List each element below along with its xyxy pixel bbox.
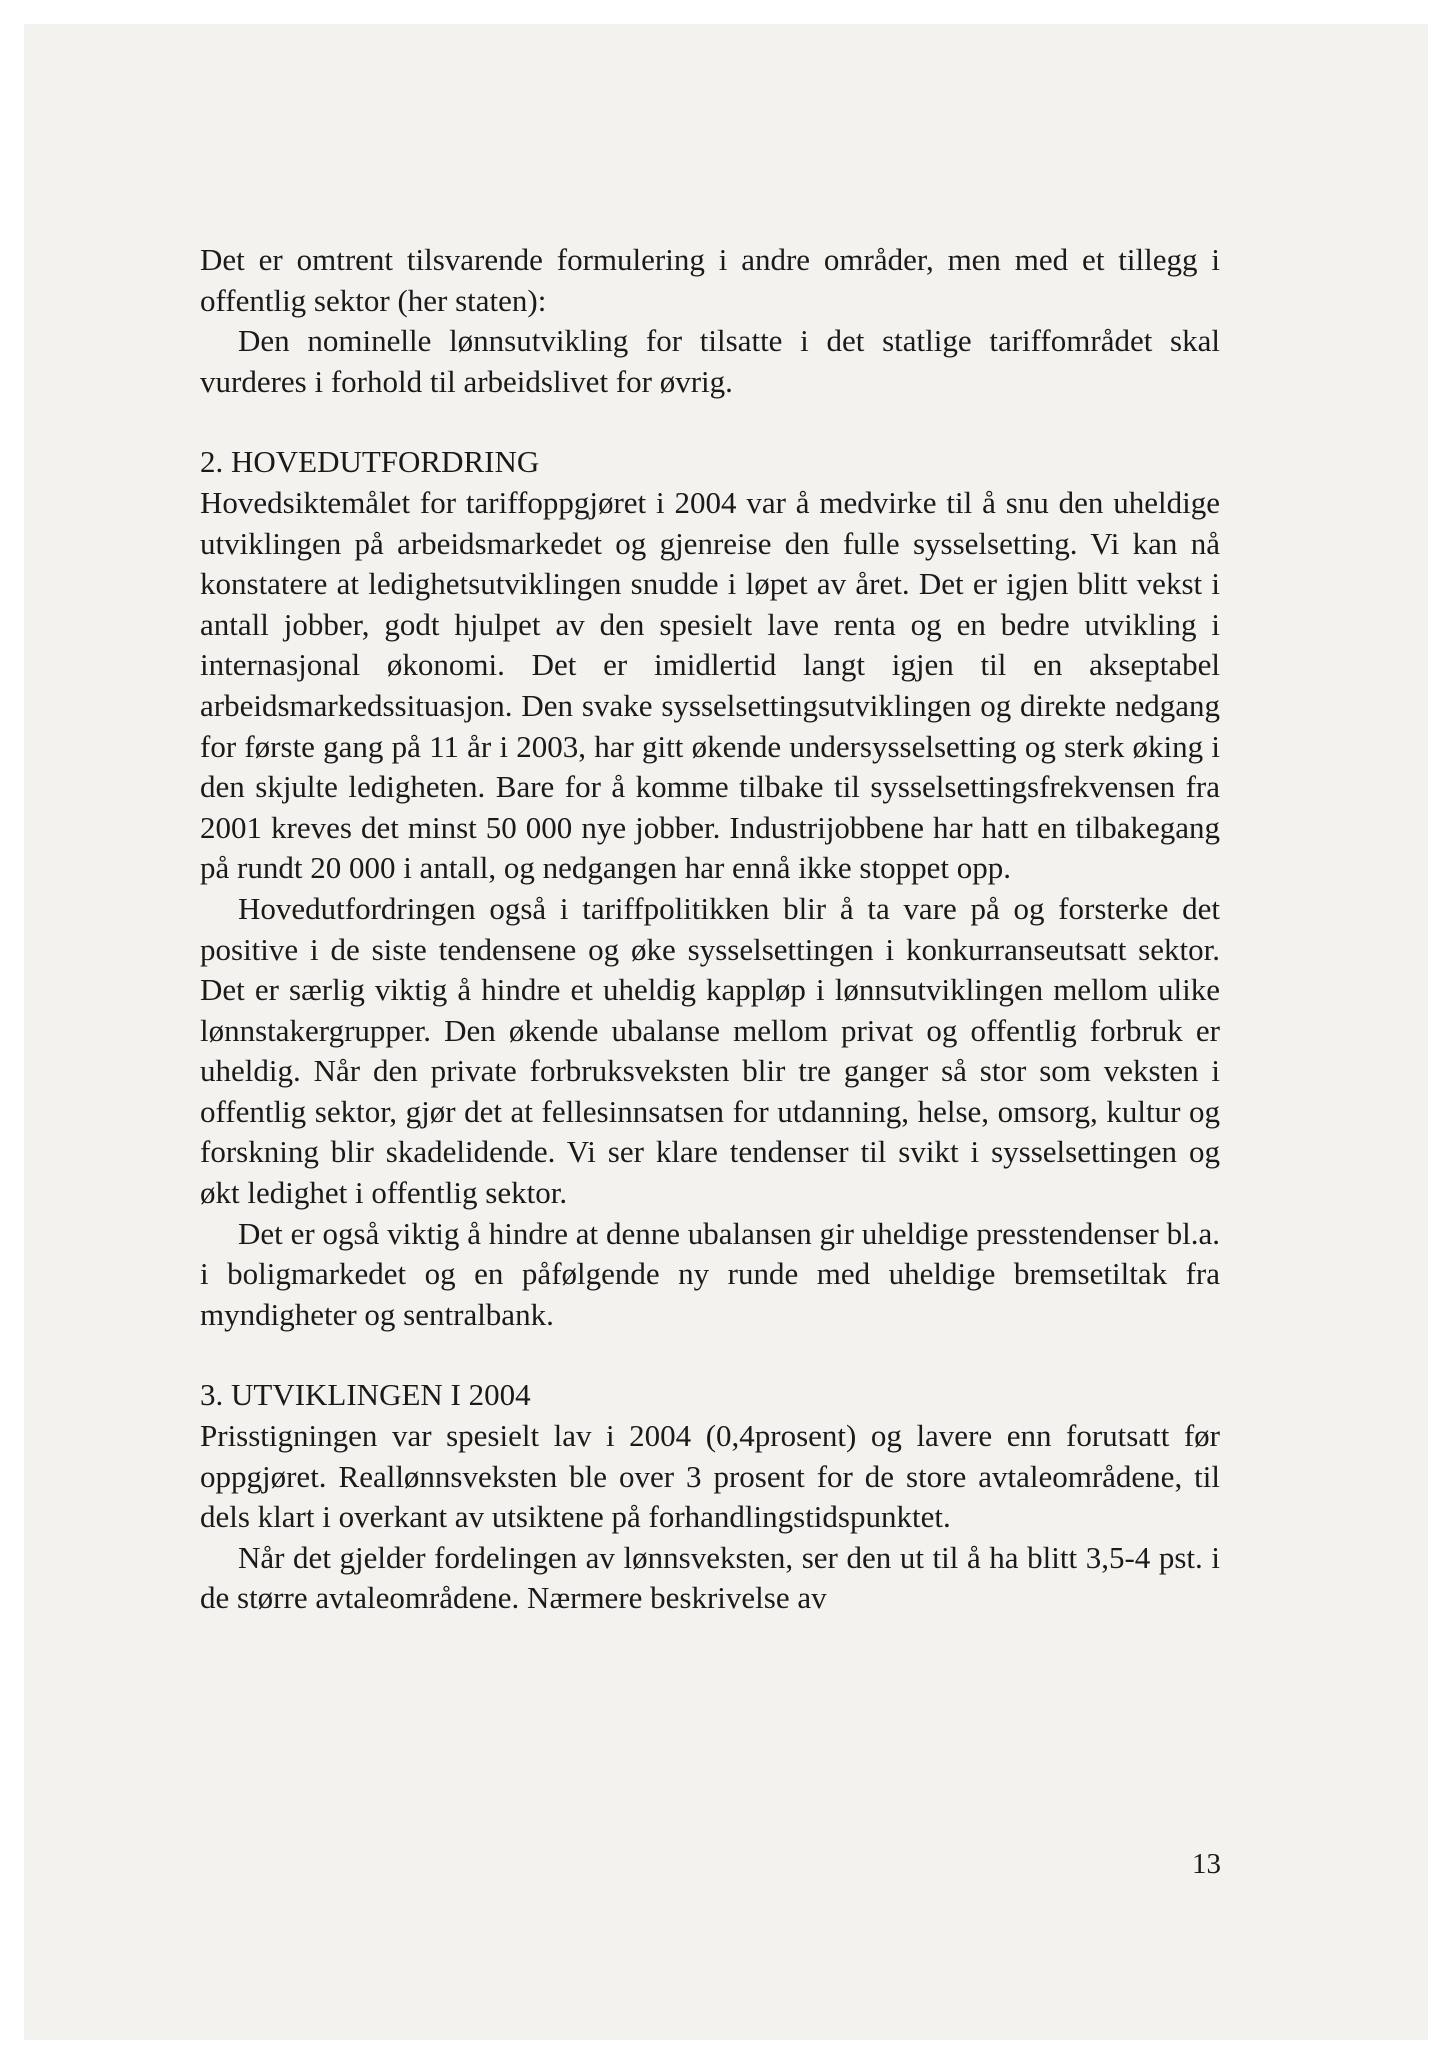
page-number: 13 (1192, 1848, 1221, 1880)
section-2-paragraph-3: Det er også viktig å hindre at denne ubalansen gir uheldige presstendenser bl.a. i boligmarkedet og en påfølgende ny runde med uheldige bremsetiltak fra myndigheter og sentralbank. (200, 1215, 1220, 1332)
section-2-heading: 2. HOVEDUTFORDRING (200, 444, 540, 480)
intro-paragraph-2: Den nominelle lønnsutvikling for tilsatte i det statlige tariffområdet skal vurderes i forhold til arbeidslivet for øvrig. (200, 323, 1220, 399)
section-3-paragraph-1: Prisstigningen var spesielt lav i 2004 (0,4prosent) og lavere enn forutsatt før oppgjøret. Reallønnsveksten ble over 3 prosent for de store avtaleområdene, til dels klart i overkant av utsiktene på forhandlingstidspunktet. (200, 1418, 1220, 1535)
section-2-paragraph-1: Hovedsiktemålet for tariffoppgjøret i 2004 var å medvirke til å snu den uheldige utviklingen på arbeidsmarkedet og gjenreise den fulle sysselsetting. Vi kan nå konstatere at ledighetsutviklingen snudde i løpet av året. Det er igjen blitt vekst i antall jobber, godt hjulpet av den spesielt lave renta og en bedre utvikling i internasjonal økonomi. Det er imidlertid langt igjen til en akseptabel arbeidsmarkedssituasjon. Den svake sysselsettingsutviklingen og direkte nedgang for første gang på 11 år i 2003, har gitt økende undersysselsetting og sterk øking i den skjulte ledigheten. Bare for å komme tilbake til sysselsettingsfrekvensen fra 2001 kreves det minst 50 000 nye jobber. Industrijobbene har hatt en tilbakegang på rundt 20 000 i antall, og nedgangen har ennå ikke stoppet opp. (200, 484, 1220, 886)
intro-paragraph-1: Det er omtrent tilsvarende formulering i andre områder, men med et tillegg i offentlig sektor (her staten): (200, 242, 1220, 318)
section-3-heading: 3. UTVIKLINGEN I 2004 (200, 1377, 531, 1413)
section-2-paragraph-2: Hovedutfordringen også i tariffpolitikken blir å ta vare på og forsterke det positive i de siste tendensene og øke sysselsettingen i konkurranseutsatt sektor. Det er særlig viktig å hindre et uheldig kappløp i lønnsutviklingen mellom ulike lønnstakergrupper. Den økende ubalanse mellom privat og offentlig forbruk er uheldig. Når den private forbruksveksten blir tre ganger så stor som veksten i offentlig sektor, gjør det at fellesinnsatsen for utdanning, helse, omsorg, kultur og forskning blir skadelidende. Vi ser klare tendenser til svikt i sysselsettingen og økt ledighet i offentlig sektor. (200, 890, 1220, 1211)
document-body (200, 240, 1220, 1619)
section-3-paragraph-2: Når det gjelder fordelingen av lønnsveksten, ser den ut til å ha blitt 3,5-4 pst. i de større avtaleområdene. Nærmere beskrivelse av (200, 1539, 1220, 1616)
